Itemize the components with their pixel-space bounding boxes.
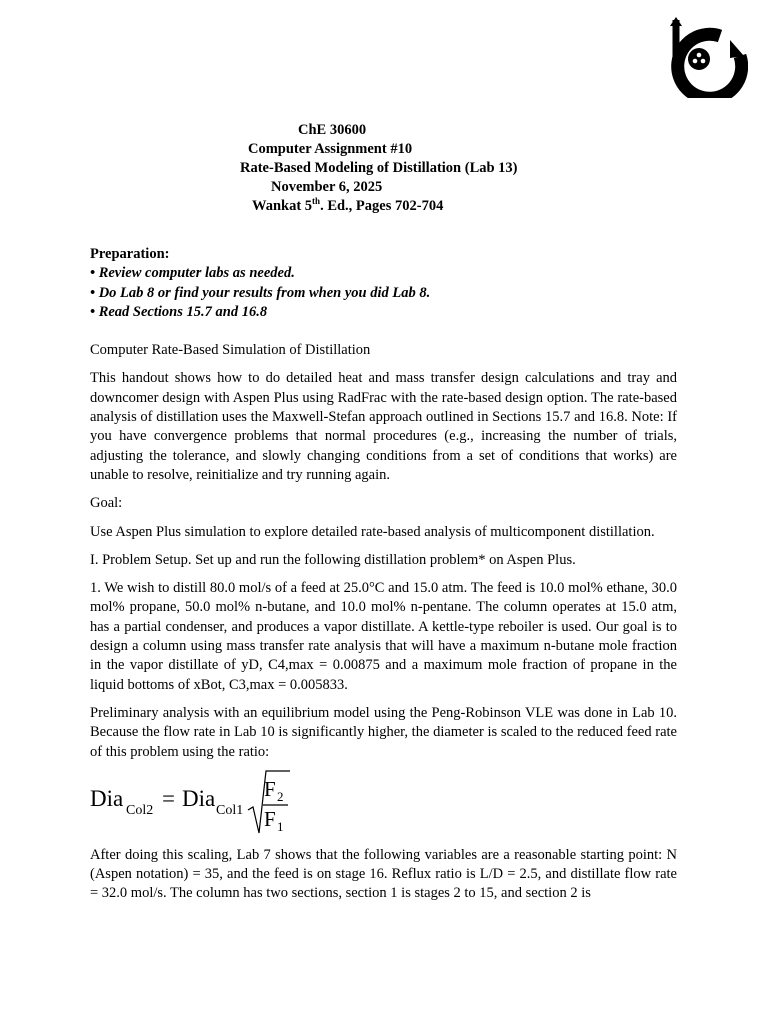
section-title: Computer Rate-Based Simulation of Distillation xyxy=(90,342,371,359)
formula-denominator-subscript: 1 xyxy=(277,818,284,834)
intro-paragraph: This handout shows how to do detailed heat and mass transfer design calculations and tray and downcomer design with Aspen Plus using RadFrac with the rate-based design option. The rate-based analysis of distillation uses the Maxwell-Stefan approach outlined in Sections 15.7 and 16.8. Note: If you have convergence problems that normal procedures (e.g., increasing the number of trials, adjusting the tolerance, and slowly changing conditions from a set of conditions that works) are unable to resolve, reinitialize and try running again. xyxy=(90,370,677,483)
formula-lhs-base: Dia xyxy=(90,785,124,811)
formula-rhs-base: Dia xyxy=(182,785,216,811)
preparation-title: Preparation: xyxy=(90,246,170,262)
setup-heading: I. Problem Setup. Set up and run the following distillation problem* on Aspen Plus. xyxy=(90,551,576,568)
lab-title: Rate-Based Modeling of Distillation (Lab 13) xyxy=(240,160,518,176)
formula-numerator-subscript: 2 xyxy=(277,788,284,804)
document-body xyxy=(90,245,677,904)
problem-1-paragraph: 1. We wish to distill 80.0 mol/s of a feed at 25.0°C and 15.0 atm. The feed is 10.0 mol% ethane, 30.0 mol% propane, 50.0 mol% n-butane, and 10.0 mol% n-pentane. The column operates at 15.0 atm, has a partial condenser, and produces a vapor distillate. A kettle-type reboiler is used. Our goal is to design a column using mass transfer rate analysis that will have a maximum n-butane mole fraction in the vapor distillate of yD, C4,max = 0.00875 and a maximum mole fraction of propane in the liquid bottoms of xBot, C3,max = 0.005833. xyxy=(90,580,677,693)
assignment-date: November 6, 2025 xyxy=(271,179,383,195)
goal-label: Goal: xyxy=(90,495,123,512)
preparation-item: • Do Lab 8 or find your results from when you did Lab 8. xyxy=(90,284,431,301)
course-code: ChE 30600 xyxy=(298,122,367,138)
formula-denominator-base: F xyxy=(264,806,276,831)
preliminary-paragraph: Preliminary analysis with an equilibrium model using the Peng-Robinson VLE was done in Lab 10. Because the flow rate in Lab 10 is significantly higher, the diameter is scaled to the reduced feed rate of this problem using the ratio: xyxy=(90,704,677,760)
formula-rhs-subscript: Col1 xyxy=(216,802,244,818)
after-scaling-paragraph: After doing this scaling, Lab 7 shows that the following variables are a reasonable starting point: N (Aspen notation) = 35, and the feed is on stage 16. Reflux ratio is L/D = 2.5, and distillate flow rate = 32.0 mol/s. The column has two sections, section 1 is stages 2 to 15, and section 2 is xyxy=(90,846,677,902)
diameter-scaling-formula xyxy=(90,768,677,838)
reference-suffix: . Ed., Pages 702-704 xyxy=(320,198,444,214)
rocket-wheel-logo-icon xyxy=(664,14,748,98)
textbook-reference xyxy=(252,197,443,216)
preparation-block xyxy=(90,245,677,322)
formula-lhs-subscript: Col2 xyxy=(126,802,154,818)
preparation-item: • Read Sections 15.7 and 16.8 xyxy=(90,303,268,320)
reference-superscript: th xyxy=(312,196,321,206)
assignment-title: Computer Assignment #10 xyxy=(248,141,413,157)
formula-equals: = xyxy=(162,785,175,811)
formula-numerator-base: F xyxy=(264,776,276,801)
goal-text: Use Aspen Plus simulation to explore detailed rate-based analysis of multicomponent distillation. xyxy=(90,523,655,540)
reference-prefix: Wankat 5 xyxy=(252,198,313,214)
preparation-item: • Review computer labs as needed. xyxy=(90,265,295,282)
